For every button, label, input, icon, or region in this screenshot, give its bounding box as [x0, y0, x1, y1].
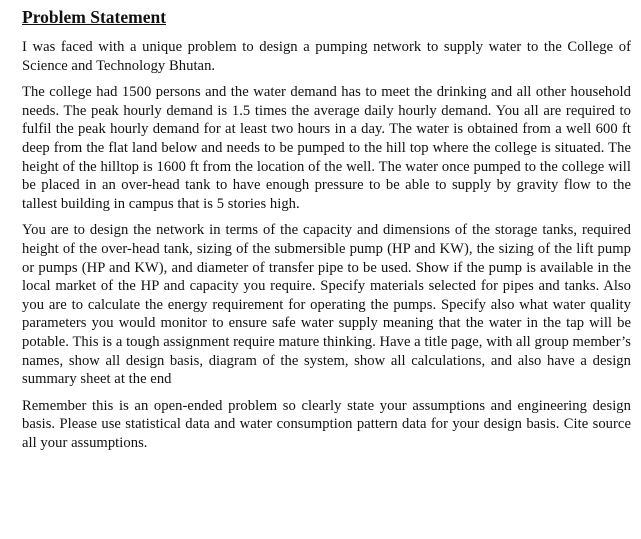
page-title: Problem Statement	[22, 7, 167, 27]
paragraph-background: The college had 1500 persons and the water demand has to meet the drinking and all other household needs. The peak hourly demand is 1.5 times the average daily hourly demand. You all are required to fulfil the peak hourly demand for at least two hours in a day. The water is obtained from a well 600 ft deep from the flat land below and needs to be pumped to the hill top where the college is situated. The height of the hilltop is 1600 ft from the location of the well. The water once pumped to the college will be placed in an over-head tank to have enough pressure to be able to supply by gravity flow to the tallest building in campus that is 5 stories high.	[22, 84, 631, 212]
document-page	[22, 6, 631, 460]
paragraph-intro: I was faced with a unique problem to design a pumping network to supply water to the College of Science and Technology Bhutan.	[22, 39, 631, 74]
paragraph-closing: Remember this is an open-ended problem so clearly state your assumptions and engineering design basis. Please use statistical data and water consumption pattern data for your design basis. Cite source all your assumptions.	[22, 397, 631, 451]
paragraph-requirements: You are to design the network in terms of the capacity and dimensions of the storage tanks, required height of the over-head tank, sizing of the submersible pump (HP and KW), the sizing of the lift pump or pumps (HP and KW), and diameter of transfer pipe to be used. Show if the pump is available in the local market of the HP and capacity you require. Specify materials selected for pipes and tanks. Also you are to calculate the energy requirement for operating the pumps. Specify also what water quality parameters you would monitor to ensure safe water supply meaning that the water in the tap will be potable. This is a tough assignment require mature thinking. Have a title page, with all group member’s names, show all design basis, diagram of the system, show all calculations, and also have a design summary sheet at the end	[22, 222, 631, 388]
